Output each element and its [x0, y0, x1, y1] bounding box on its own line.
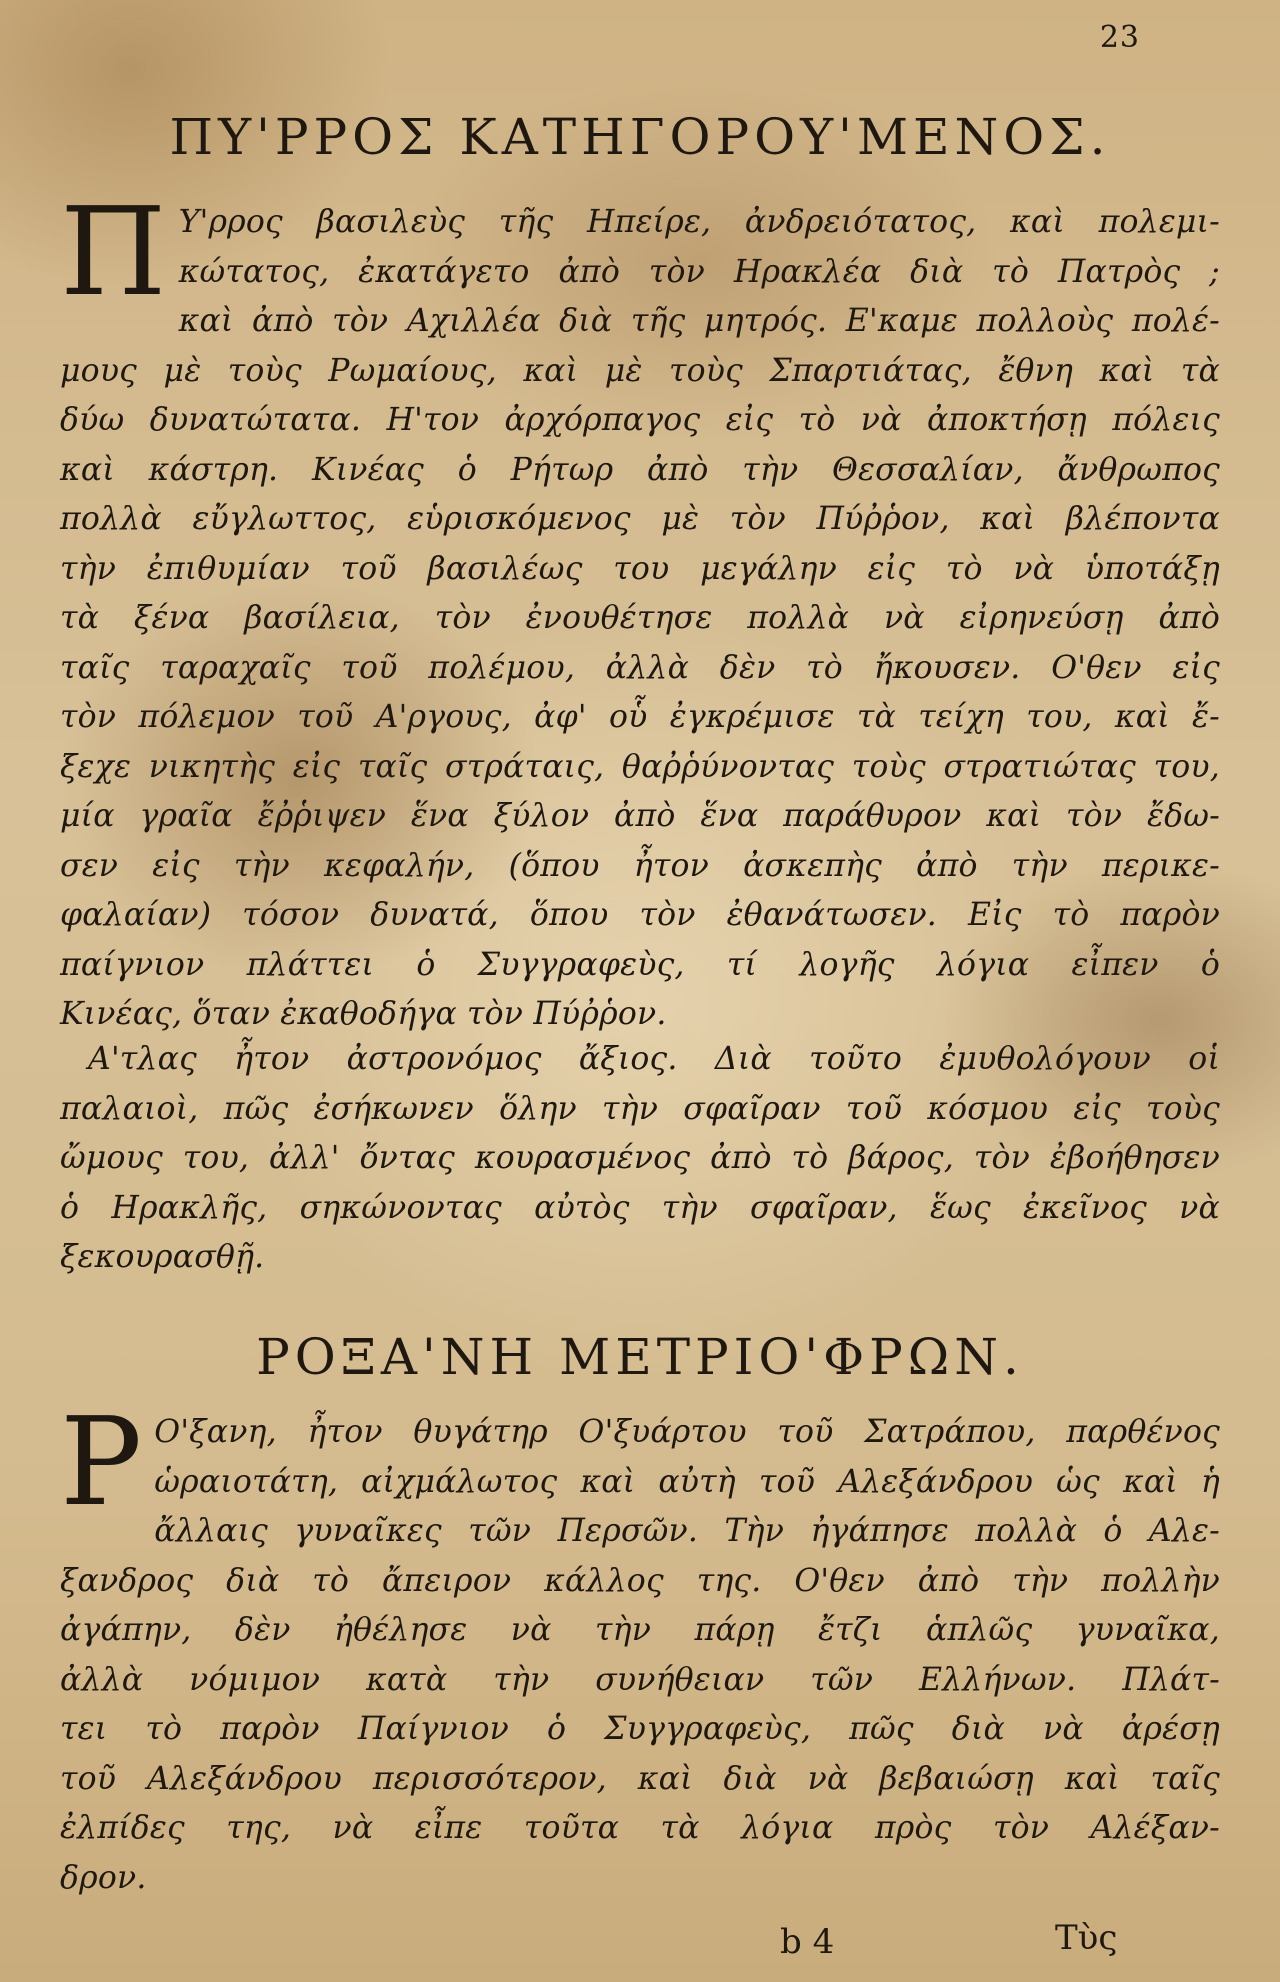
- drop-cap-rho: Ρ: [60, 1391, 143, 1533]
- text-line: ὡραιοτάτη, αἰχμάλωτος καὶ αὐτὴ τοῦ Αλεξάνδρου ὡς καὶ ἡ: [154, 1463, 1220, 1500]
- section-heading-pyrros: ΠΥ'ΡΡΟΣ ΚΑΤΗΓΟΡΟΥ'ΜΕΝΟΣ.: [169, 108, 1111, 166]
- page-number: 23: [1099, 20, 1140, 55]
- paragraph-atlas: [60, 1035, 1220, 1283]
- text-line: παλαιοὶ, πῶς ἐσήκωνεν ὅλην τὴν σφαῖραν τοῦ κόσμου εἰς τοὺς: [60, 1090, 1220, 1127]
- text-line: δρον.: [60, 1859, 147, 1896]
- text-line: Α'τλας ἦτον ἀστρονόμος ἄξιος. Διὰ τοῦτο ἐμυθολόγουν οἱ: [88, 1041, 1220, 1077]
- text-line: τὰ ξένα βασίλεια, τὸν ἐνουθέτησε πολλὰ νὰ εἰρηνεύσῃ ἀπὸ: [60, 600, 1220, 636]
- text-line: τὴν ἐπιθυμίαν τοῦ βασιλέως του μεγάλην εἰς τὸ νὰ ὑποτάξῃ: [60, 550, 1220, 587]
- text-line: μία γραῖα ἔῤῥιψεν ἕνα ξύλον ἀπὸ ἕνα παράθυρον καὶ τὸν ἔδω-: [60, 798, 1220, 834]
- text-line: ξανδρος διὰ τὸ ἄπειρον κάλλος της. Ο'θεν ἀπὸ τὴν πολλὴν: [60, 1562, 1220, 1599]
- text-line: Υ'ρρος βασιλεὺς τῆς Ηπείρε, ἀνδρειότατος, καὶ πολεμι-: [178, 204, 1220, 240]
- text-line: τὸν πόλεμον τοῦ Α'ργους, ἀφ' οὗ ἐγκρέμισε τὰ τείχη του, καὶ ἔ-: [60, 699, 1220, 735]
- text-line: ξεχε νικητὴς εἰς ταῖς στράταις, θαῤῥύνοντας τοὺς στρατιώτας του,: [60, 748, 1220, 785]
- text-line: καὶ κάστρη. Κινέας ὁ Ρήτωρ ἀπὸ τὴν Θεσσαλίαν, ἄνθρωπος: [60, 451, 1220, 488]
- text-line: τοῦ Αλεξάνδρου περισσότερον, καὶ διὰ νὰ βεβαιώσῃ καὶ ταῖς: [60, 1760, 1220, 1797]
- text-line: πολλὰ εὔγλωττος, εὑρισκόμενος μὲ τὸν Πύῤῥον, καὶ βλέποντα: [60, 501, 1220, 537]
- text-line: φαλαίαν) τόσον δυνατά, ὅπου τὸν ἐθανάτωσεν. Εἰς τὸ παρὸν: [60, 897, 1220, 933]
- text-line: ὤμους του, ἀλλ' ὄντας κουρασμένος ἀπὸ τὸ βάρος, τὸν ἐβοήθησεν: [60, 1140, 1220, 1176]
- text-line: μους μὲ τοὺς Ρωμαίους, καὶ μὲ τοὺς Σπαρτιάτας, ἔθνη καὶ τὰ: [60, 352, 1220, 389]
- text-line: Ο'ξανη, ἦτον θυγάτηρ Ο'ξυάρτου τοῦ Σατράπου, παρθένος: [154, 1414, 1220, 1450]
- text-line: ἄλλαις γυναῖκες τῶν Περσῶν. Τὴν ἠγάπησε πολλὰ ὁ Αλε-: [154, 1513, 1220, 1549]
- text-line: κώτατος, ἐκατάγετο ἀπὸ τὸν Ηρακλέα διὰ τὸ Πατρὸς ;: [178, 253, 1220, 290]
- text-line: ξεκουρασθῇ.: [60, 1239, 265, 1275]
- text-line: σεν εἰς τὴν κεφαλήν, (ὅπου ἦτον ἀσκεπὴς ἀπὸ τὴν περικε-: [60, 847, 1220, 884]
- catchword: Τὺς: [1055, 1918, 1118, 1958]
- text-line: δύω δυνατώτατα. Η'τον ἀρχόρπαγος εἰς τὸ νὰ ἀποκτήσῃ πόλεις: [60, 402, 1220, 438]
- text-line: ταῖς ταραχαῖς τοῦ πολέμου, ἀλλὰ δὲν τὸ ἤκουσεν. Ο'θεν εἰς: [60, 649, 1220, 686]
- text-line: παίγνιον πλάττει ὁ Συγγραφεὺς, τί λογῆς λόγια εἶπεν ὁ: [60, 946, 1220, 983]
- text-line: ὁ Ηρακλῆς, σηκώνοντας αὐτὸς τὴν σφαῖραν, ἕως ἐκεῖνος νὰ: [60, 1189, 1220, 1226]
- paragraph-roxani: [60, 1391, 1220, 1903]
- text-line: ἀγάπην, δὲν ἠθέλησε νὰ τὴν πάρῃ ἔτζι ἁπλῶς γυναῖκα,: [60, 1612, 1220, 1648]
- signature-mark: b 4: [780, 1922, 835, 1962]
- text-line: ἐλπίδες της, νὰ εἶπε τοῦτα τὰ λόγια πρὸς τὸν Αλέξαν-: [60, 1810, 1220, 1846]
- drop-cap-pi: Π: [60, 181, 167, 323]
- text-line: καὶ ἀπὸ τὸν Αχιλλέα διὰ τῆς μητρός. Ε'καμε πολλοὺς πολέ-: [178, 303, 1220, 339]
- text-line: Κινέας, ὅταν ἐκαθοδήγα τὸν Πύῤῥον.: [60, 996, 667, 1032]
- paragraph-pyrros: [60, 181, 1220, 1040]
- section-heading-roxani: ΡΟΞΑ'ΝΗ ΜΕΤΡΙΟ'ΦΡΩΝ.: [256, 1328, 1024, 1386]
- text-line: ἀλλὰ νόμιμον κατὰ τὴν συνήθειαν τῶν Ελλήνων. Πλάτ-: [60, 1661, 1220, 1698]
- text-line: τει τὸ παρὸν Παίγνιον ὁ Συγγραφεὺς, πῶς διὰ νὰ ἀρέσῃ: [60, 1711, 1220, 1747]
